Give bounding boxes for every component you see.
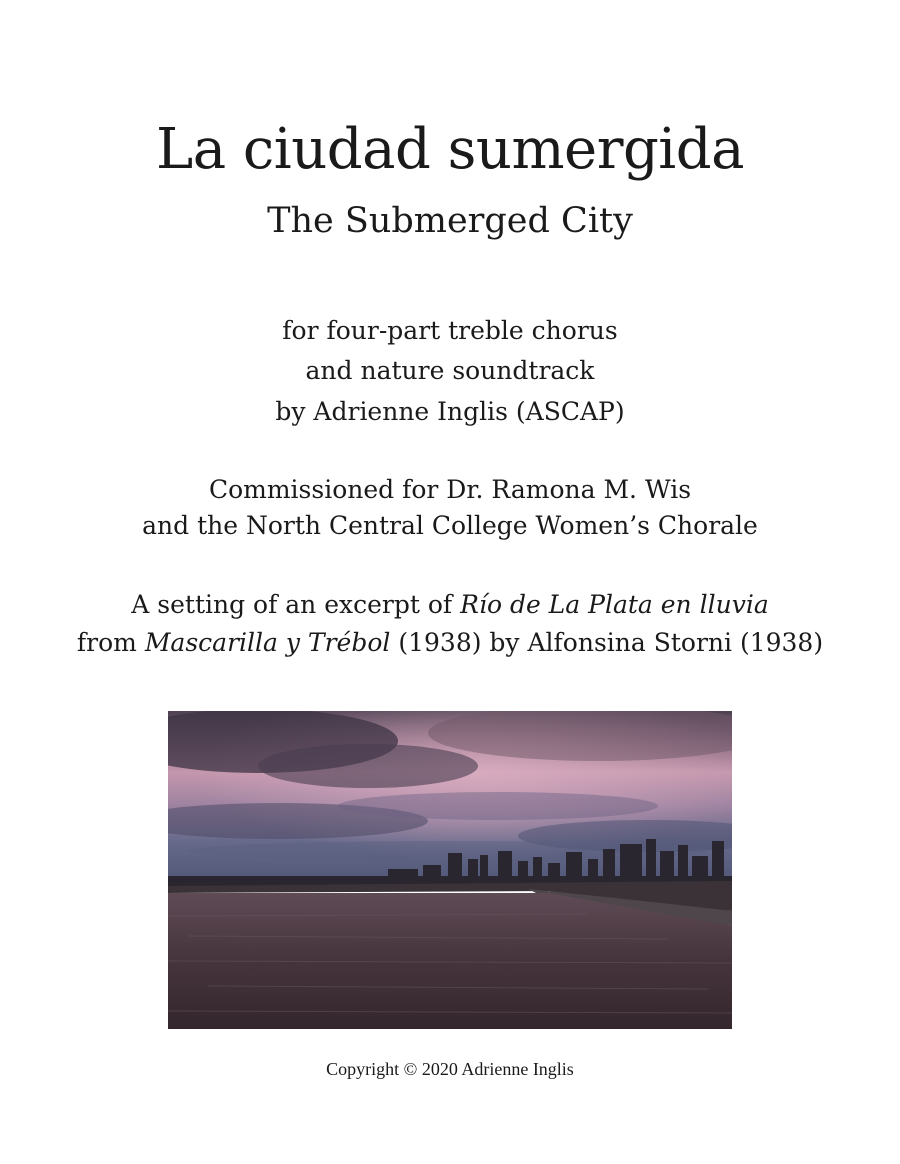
setting-line-2 xyxy=(0,627,900,659)
source-prefix: from xyxy=(76,628,145,657)
copyright-notice: Copyright © 2020 Adrienne Inglis xyxy=(326,1059,574,1079)
poem-title: Río de La Plata en lluvia xyxy=(460,590,769,619)
setting-line-1 xyxy=(0,589,900,621)
title-english: The Submerged City xyxy=(267,201,633,241)
commission-line-2: and the North Central College Women’s Chorale xyxy=(142,511,758,540)
source-suffix: (1938) by Alfonsina Storni (1938) xyxy=(390,628,824,657)
composer-credit: by Adrienne Inglis (ASCAP) xyxy=(275,397,625,426)
commission-line-1: Commissioned for Dr. Ramona M. Wis xyxy=(208,475,692,504)
cover-photo xyxy=(168,711,732,1029)
instrumentation-line-1: for four-part treble chorus xyxy=(282,316,618,345)
instrumentation-line-2: and nature soundtrack xyxy=(305,356,595,385)
river-skyline-image xyxy=(168,711,732,1029)
setting-prefix: A setting of an excerpt of xyxy=(131,590,461,619)
title-spanish: La ciudad sumergida xyxy=(156,117,744,182)
book-title: Mascarilla y Trébol xyxy=(144,628,391,657)
